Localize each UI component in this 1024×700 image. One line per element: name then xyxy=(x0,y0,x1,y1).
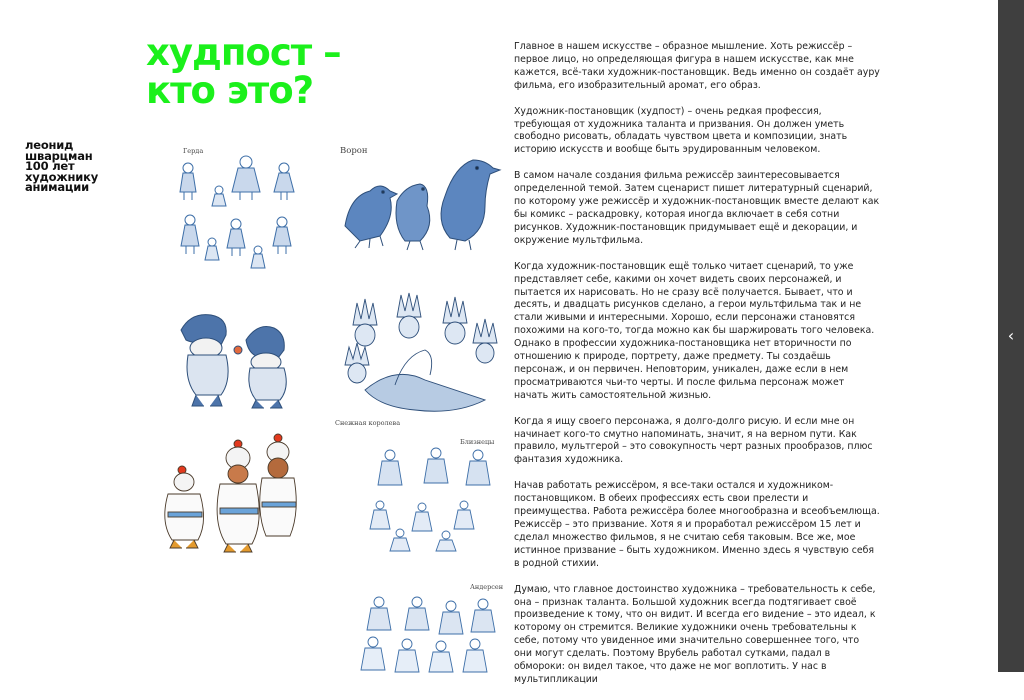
side-navigation-panel xyxy=(998,0,1024,672)
illustration-gallery xyxy=(160,140,505,672)
caption-twins: Близнецы xyxy=(460,438,495,446)
caption-sailor: Андерсен xyxy=(470,583,504,591)
caption-girl: Герда xyxy=(183,147,204,155)
article-paragraph: В самом начале создания фильма режиссёр заинтересовывается определенной темой. Затем сценарист пишет литературный сценарий, по которому уже режиссёр и художник-постановщик вместе делают как бы комикс – раскадровку, которая иногда включает в себя сотни рисунков. Художник-постановщик придумывает ещё и декорации, и окружение мультфильма. xyxy=(514,170,880,246)
sailors-illustration xyxy=(355,590,503,672)
twins-sketches-illustration xyxy=(360,445,500,553)
page-title xyxy=(146,31,496,112)
girl-figure xyxy=(180,163,196,200)
logo-line: художнику xyxy=(25,169,99,184)
article-paragraph: Художник-постановщик (худпост) – очень редкая профессия, требующая от художника таланта и призвания. Он должен уметь свободно рисовать, обладать чувством цвета и композиции, знать историю искусств и вообще быть эрудированным человеком. xyxy=(514,105,848,156)
logo-line: анимации xyxy=(25,180,89,194)
logo-line: 100 лет xyxy=(25,159,75,173)
page-title-line-1: худпост – xyxy=(146,31,341,74)
article-paragraph: Начав работать режиссёром, я все-таки остался и художником-постановщиком. В обеих профессиях есть свои прелести и преимущества. Работа режиссёра более многообразна и всеобъемлюща. Режиссёр – это призвание. Хотя я и проработал режиссёром 15 лет и сделал множество фильмов, я не считаю себя таковым. Все же, мое истинное призвание – быть художником. Именно здесь я чувствую себя в родной стихии. xyxy=(514,480,880,569)
crows-illustration xyxy=(335,146,505,256)
logo-line: леонид xyxy=(25,138,74,152)
girl-sketches-illustration xyxy=(174,150,304,275)
article-paragraph: Думаю, что главное достоинство художника – требовательность к себе, она – признак таланта. Большой художник всегда подтягивает своё произведение к тому, что он видит. И всегда его видение – это идеал, к которому он стремится. Великие художники очень требовательны к себе, потому что увиденное ими значительно совершеннее того, что они могут сделать. Поэтому Врубель работал сутками, падал в обмороки: он видел такое, что даже не мог воплотить. У нас в мультипликации xyxy=(514,583,876,685)
logo-line: шварцман xyxy=(25,148,93,163)
logo xyxy=(25,140,125,193)
page-title-line-2: кто это? xyxy=(146,69,314,112)
sultans-illustration xyxy=(160,432,305,562)
article-paragraph: Когда художник-постановщик ещё только читает сценарий, то уже представляет себе, какими он хочет видеть своих персонажей, и пытается их нарисовать. Но не сразу всё получается. Бывает, что и десять, и двадцать рисунков сделано, а герои мультфильма так и не стали живыми и интересными. Хорошо, если персонажи становятся похожими на кого-то, тогда можно как бы шаржировать того человека. Однако в профессии художника-постановщика нет вторичности по отношению к природе, портрету, даже предмету. Ты создаёшь персонаж, и он первичен. Неповторим, уникален, даже если в нем просматриваются чьи-то черты. И после фильма персонаж может начать жить самостоятельной жизнью. xyxy=(514,260,875,401)
snow-queen-illustration xyxy=(335,295,503,423)
article-paragraph: Когда я ищу своего персонажа, я долго-долго рисую. И если мне он начинает кого-то смутно напоминать, значит, я на верном пути. Как правило, мультгерой – это совокупность черт разных прообразов, плюс фантазия художника. xyxy=(514,415,873,466)
dwarfs-illustration xyxy=(166,300,306,412)
chevron-left-icon[interactable]: ‹ xyxy=(1007,326,1015,345)
caption-queen: Снежная королева xyxy=(335,419,401,427)
caption-crow: Ворон xyxy=(340,146,368,156)
article-paragraph: Главное в нашем искусстве – образное мышление. Хоть режиссёр – первое лицо, но определяющая фигура в нашем искусстве, как мне кажется, всё-таки художник-постановщик. Ведь именно он создаёт ауру фильма, его изобразительный аромат, его образ. xyxy=(514,41,880,91)
article-body xyxy=(514,41,880,700)
